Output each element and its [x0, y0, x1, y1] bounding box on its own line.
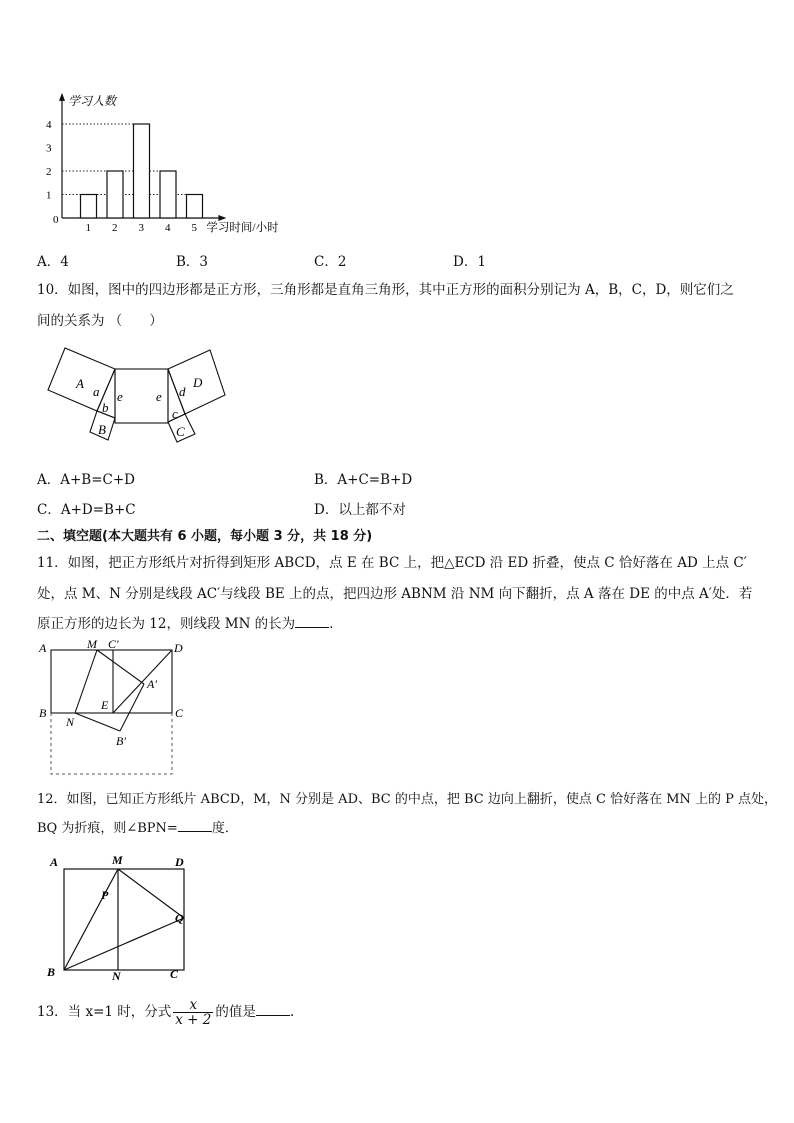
bar [187, 195, 203, 219]
label-e-left: e [117, 389, 123, 404]
segment-na1-bprime [75, 713, 120, 731]
label-d: D [174, 641, 183, 655]
label-a-lower: a [93, 384, 100, 399]
y-axis-arrow [59, 93, 65, 101]
q11-text-line2: 处，点 M、N 分别是线段 AC′与线段 BE 上的点，把四边形 ABNM 沿 NM 向下翻折，点 A 落在 DE 的中点 A′处．若 [37, 586, 753, 602]
q9-option-a: A．4 [37, 254, 69, 270]
q12-answer-blank[interactable] [178, 819, 212, 832]
label-d: D [175, 855, 184, 869]
label-m: M [87, 638, 97, 651]
fraction-denominator: x + 2 [175, 1012, 212, 1028]
label-n: N [112, 969, 121, 980]
q11-fold-figure [36, 638, 196, 780]
x-tick-label: 2 [112, 222, 118, 234]
label-q: Q [175, 911, 184, 925]
segment-mn [75, 650, 97, 713]
label-a: A [50, 855, 59, 869]
square-abcd [64, 869, 184, 970]
q11-answer-blank[interactable] [295, 615, 329, 628]
q10-text-line2: 间的关系为 （ ） [37, 313, 163, 329]
label-n: N [66, 715, 75, 729]
q10-squares-figure [40, 342, 240, 447]
x-axis-arrow [218, 215, 226, 221]
q13-text-pre: 13．当 x=1 时，分式 [37, 1004, 172, 1020]
label-c-prime: C′ [108, 638, 119, 651]
q11-line3-text: 原正方形的边长为 12，则线段 MN 的长为 [37, 616, 296, 632]
segment-de [113, 650, 172, 713]
q12-text-line2 [37, 816, 238, 842]
section-fill-in-heading: 二、填空题(本大题共有 6 小题，每小题 3 分，共 18 分) [37, 529, 373, 544]
q13-text [37, 997, 294, 1027]
label-p: P [101, 888, 109, 902]
q13-text-post: 的值是 [215, 1004, 256, 1020]
q10-option-b: B．A+C=B+D [314, 472, 413, 488]
q10-text-line1: 10．如图，图中的四边形都是正方形，三角形都是直角三角形，其中正方形的面积分别记为 A，B，C，D，则它们之 [37, 282, 734, 298]
q11-text-line3 [37, 611, 343, 637]
bar [81, 195, 97, 219]
label-m: M [112, 853, 123, 867]
label-a: A [39, 641, 47, 655]
study-time-bar-chart [30, 80, 320, 240]
bar [107, 171, 123, 218]
label-b: B [39, 706, 47, 720]
label-a-upper: A [76, 376, 84, 391]
y-tick-label: 3 [46, 142, 52, 155]
q13-answer-blank[interactable] [256, 1003, 290, 1016]
label-c: C [170, 967, 179, 980]
q9-option-d: D．1 [453, 254, 486, 270]
x-tick-label: 5 [191, 222, 197, 234]
segment-bq [64, 918, 184, 970]
label-a-prime: A′ [147, 677, 157, 691]
q9-option-b: B．3 [176, 254, 209, 270]
segment-bp [64, 869, 118, 970]
label-b: B [47, 965, 56, 979]
label-d-upper: D [193, 375, 203, 390]
y-tick-label: 1 [46, 189, 52, 202]
x-axis-label: 学习时间/小时 [206, 222, 279, 234]
q10-option-c: C．A+D=B+C [37, 502, 136, 518]
y-axis-label: 学习人数 [68, 93, 117, 108]
q12-text-line1: 12．如图，已知正方形纸片 ABCD，M，N 分别是 AD、BC 的中点，把 BC 边向上翻折，使点 C 恰好落在 MN 上的 P 点处， [37, 792, 778, 807]
y-tick-label: 2 [46, 166, 52, 178]
label-c-upper: C [176, 424, 185, 439]
y-tick-label: 4 [46, 119, 52, 131]
x-tick-label: 4 [165, 222, 171, 234]
q13-text-end: . [289, 1004, 295, 1020]
bar [160, 171, 176, 218]
label-c: C [175, 706, 184, 720]
label-b-upper: B [98, 422, 106, 437]
q11-line3-end: ． [329, 616, 343, 632]
q10-option-a: A．A+B=C+D [37, 472, 136, 488]
label-e-right: e [156, 389, 162, 404]
label-b-lower: b [102, 400, 109, 415]
segment-bprime-a1 [120, 684, 144, 731]
fraction-numerator: x [173, 998, 213, 1013]
x-tick-label: 1 [85, 222, 91, 234]
label-e: E [101, 698, 109, 712]
label-c-lower: c [172, 406, 178, 421]
origin-label: 0 [53, 214, 59, 226]
q11-text-line1: 11．如图，把正方形纸片对折得到矩形 ABCD，点 E 在 BC 上，把△ECD 沿 ED 折叠，使点 C 恰好落在 AD 上点 C′ [37, 555, 747, 571]
q12-fold-figure [44, 852, 204, 980]
q12-line2-end: 度． [211, 821, 238, 836]
label-d-lower: d [179, 384, 186, 399]
label-b-prime: B′ [116, 734, 126, 748]
bar [134, 124, 150, 218]
q10-option-d: D．以上都不对 [314, 502, 406, 518]
q9-option-c: C．2 [314, 254, 347, 270]
segment-ma1 [97, 650, 144, 684]
q13-fraction [173, 998, 213, 1027]
q12-line2-text: BQ 为折痕，则∠BPN= [37, 821, 178, 836]
x-tick-label: 3 [138, 222, 144, 234]
